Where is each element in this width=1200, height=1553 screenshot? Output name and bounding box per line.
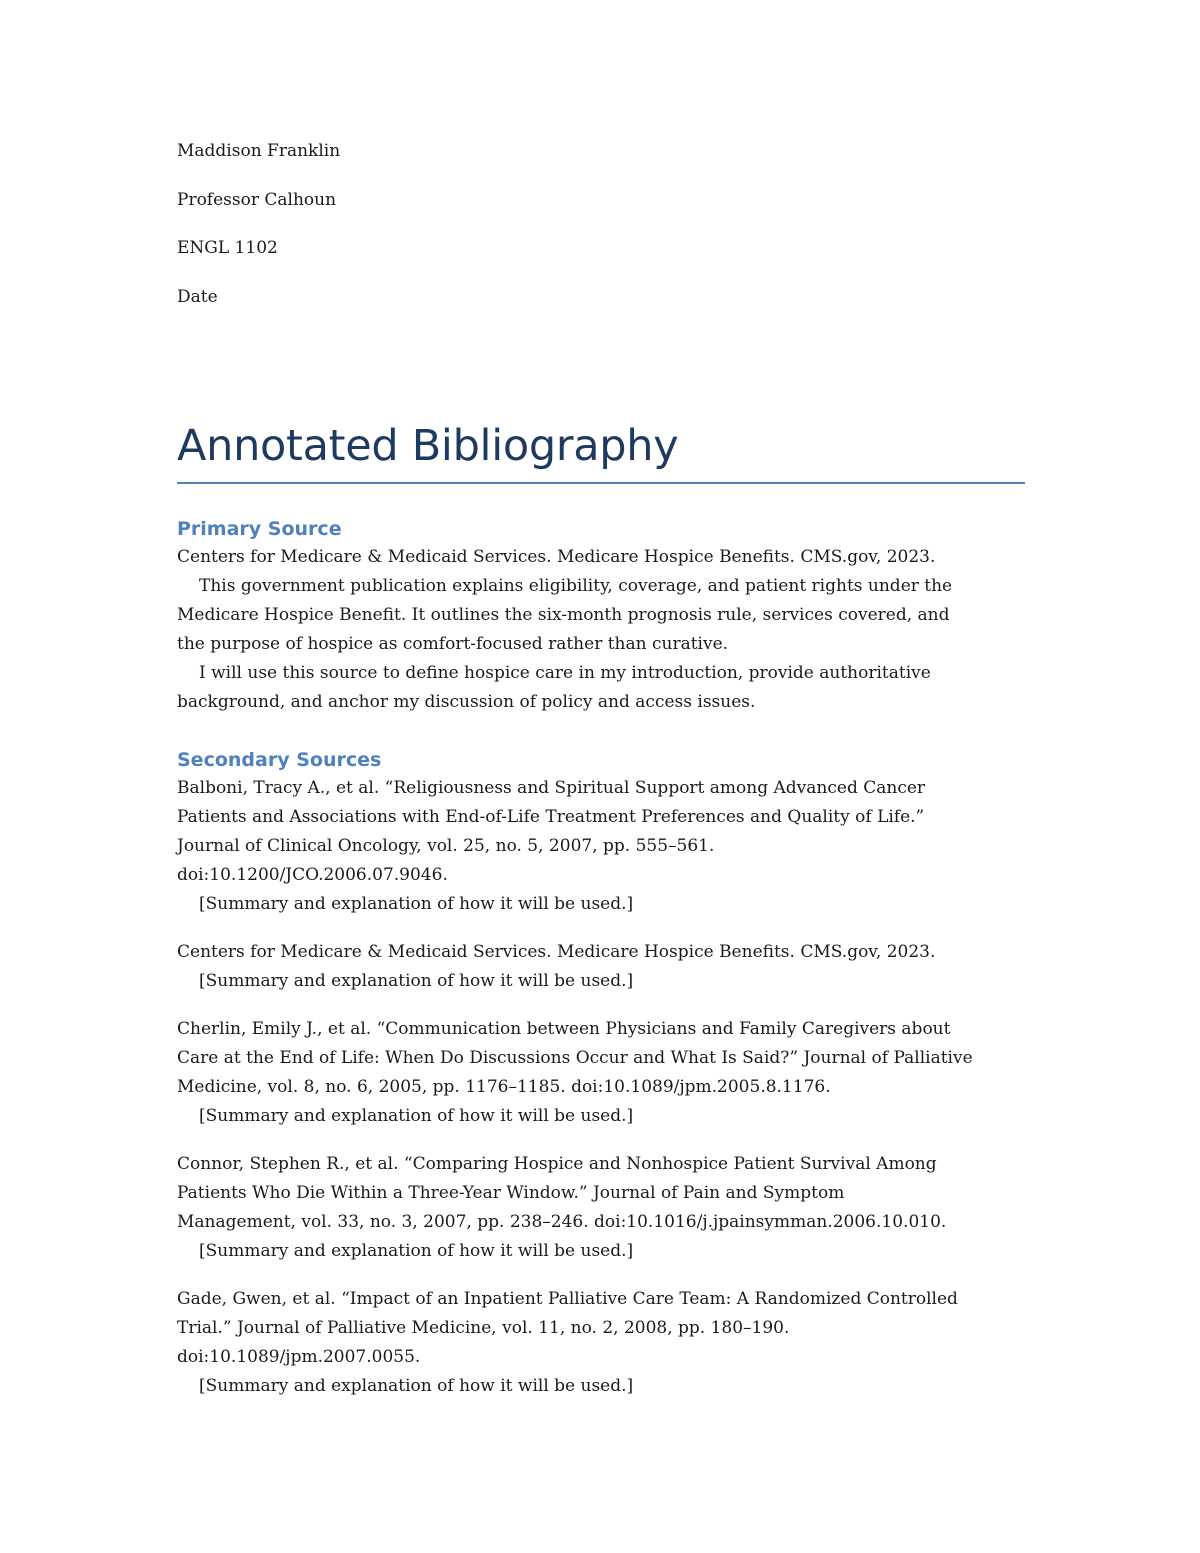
bibliography-entry: [177, 1015, 1025, 1131]
bibliography-entry: [177, 1150, 1025, 1266]
title-underline: [177, 482, 1025, 484]
primary-summary-line: This government publication explains eligibility, coverage, and patient rights under the: [199, 576, 953, 596]
citation-line: doi:10.1200/JCO.2006.07.9046.: [177, 865, 448, 885]
primary-source-section: [177, 515, 1025, 717]
annotation-placeholder: [Summary and explanation of how it will be used.]: [199, 1376, 634, 1396]
citation-line: Patients and Associations with End-of-Life Treatment Preferences and Quality of Life.”: [177, 807, 925, 827]
citation-line: Connor, Stephen R., et al. “Comparing Hospice and Nonhospice Patient Survival Among: [177, 1154, 937, 1174]
citation-line: Patients Who Die Within a Three-Year Window.” Journal of Pain and Symptom: [177, 1183, 845, 1203]
course-code: ENGL 1102: [177, 238, 278, 258]
annotation-placeholder: [Summary and explanation of how it will be used.]: [199, 971, 634, 991]
annotation-placeholder: [Summary and explanation of how it will be used.]: [199, 1106, 634, 1126]
primary-summary-line: Medicare Hospice Benefit. It outlines the six-month prognosis rule, services covered, and: [177, 605, 950, 625]
citation-line: Management, vol. 33, no. 3, 2007, pp. 238–246. doi:10.1016/j.jpainsymman.2006.10.010.: [177, 1212, 947, 1232]
citation-line: Medicine, vol. 8, no. 6, 2005, pp. 1176–1185. doi:10.1089/jpm.2005.8.1176.: [177, 1077, 831, 1097]
citation-line: Care at the End of Life: When Do Discussions Occur and What Is Said?” Journal of Palliative: [177, 1048, 973, 1068]
primary-citation: Centers for Medicare & Medicaid Services. Medicare Hospice Benefits. CMS.gov, 2023.: [177, 547, 936, 567]
page-title: Annotated Bibliography: [177, 421, 679, 471]
primary-use-line: background, and anchor my discussion of policy and access issues.: [177, 692, 756, 712]
date-line: Date: [177, 286, 218, 307]
citation-line: Cherlin, Emily J., et al. “Communication between Physicians and Family Caregivers about: [177, 1019, 951, 1039]
bibliography-entry: [177, 774, 1025, 919]
annotation-placeholder: [Summary and explanation of how it will be used.]: [199, 894, 634, 914]
primary-use-line: I will use this source to define hospice care in my introduction, provide authoritative: [199, 663, 931, 683]
bibliography-entry: [177, 1285, 1025, 1401]
secondary-sources-heading: Secondary Sources: [177, 749, 382, 771]
professor-name: Professor Calhoun: [177, 189, 337, 210]
citation-line: Centers for Medicare & Medicaid Services. Medicare Hospice Benefits. CMS.gov, 2023.: [177, 942, 936, 962]
mla-heading: [177, 141, 340, 335]
secondary-sources-section: [177, 746, 1025, 1420]
citation-line: doi:10.1089/jpm.2007.0055.: [177, 1347, 421, 1367]
citation-line: Balboni, Tracy A., et al. “Religiousness and Spiritual Support among Advanced Cancer: [177, 778, 926, 798]
citation-line: Gade, Gwen, et al. “Impact of an Inpatient Palliative Care Team: A Randomized Controlled: [177, 1289, 958, 1309]
student-name: Maddison Franklin: [177, 141, 341, 161]
primary-summary: [177, 572, 1025, 659]
primary-summary-line: the purpose of hospice as comfort-focused rather than curative.: [177, 634, 729, 654]
citation-line: Journal of Clinical Oncology, vol. 25, no. 5, 2007, pp. 555–561.: [177, 836, 715, 856]
annotation-placeholder: [Summary and explanation of how it will be used.]: [199, 1241, 634, 1261]
bibliography-entry: [177, 938, 1025, 996]
citation-line: Trial.” Journal of Palliative Medicine, vol. 11, no. 2, 2008, pp. 180–190.: [177, 1318, 790, 1338]
primary-use: [177, 659, 1025, 717]
primary-source-heading: Primary Source: [177, 518, 342, 540]
